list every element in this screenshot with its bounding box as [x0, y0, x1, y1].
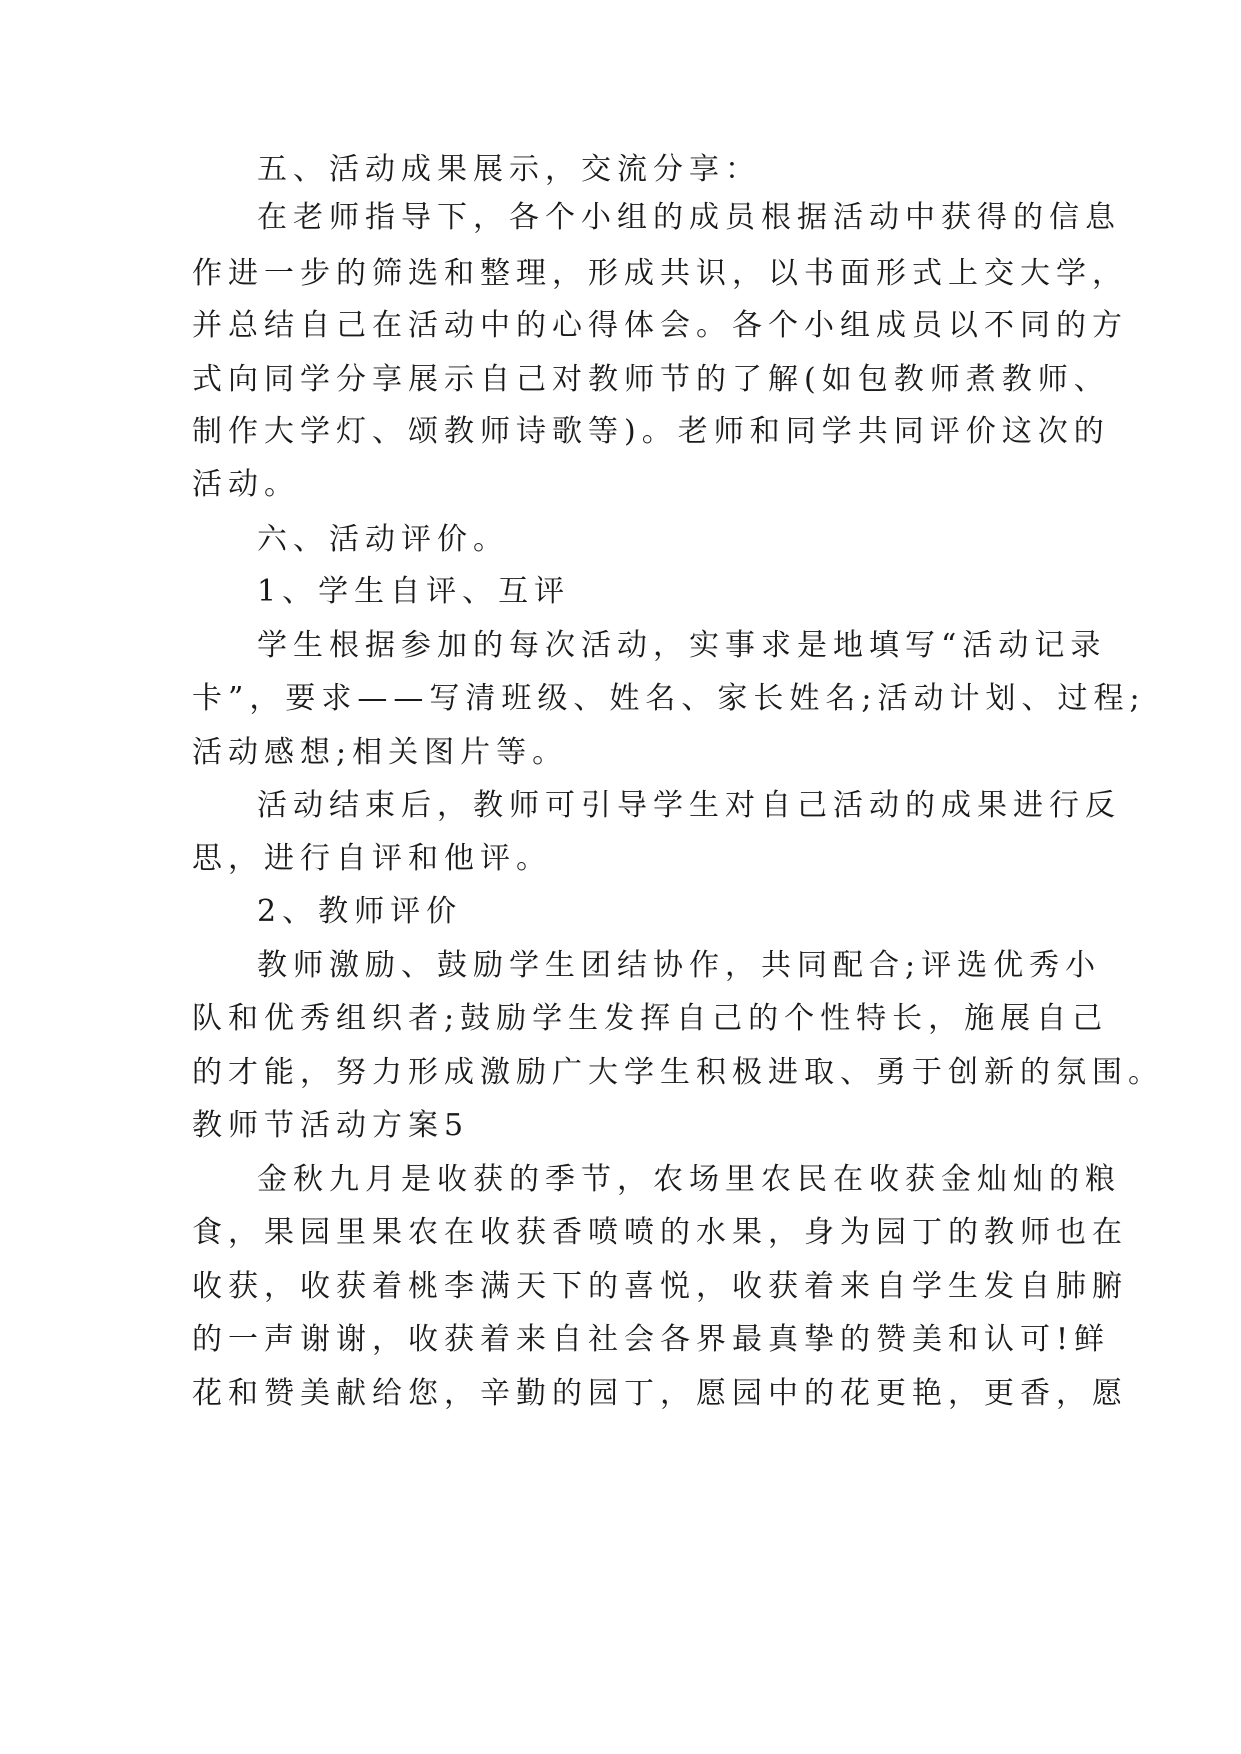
paragraph-line: 队和优秀组织者;鼓励学生发挥自己的个性特长，施展自己: [192, 1001, 1109, 1036]
paragraph-line: 思，进行自评和他评。: [192, 841, 552, 876]
paragraph-line: 学生根据参加的每次活动，实事求是地填写“活动记录: [257, 628, 1107, 663]
subheading-2: 2、教师评价: [257, 894, 463, 929]
paragraph-line: 制作大学灯、颂教师诗歌等)。老师和同学共同评价这次的: [192, 414, 1110, 449]
paragraph-line: 食，果园里果农在收获香喷喷的水果，身为园丁的教师也在: [192, 1215, 1128, 1250]
paragraph-line: 并总结自己在活动中的心得体会。各个小组成员以不同的方: [192, 308, 1128, 343]
section-heading-6: 六、活动评价。: [257, 522, 509, 557]
paragraph-line: 教师激励、鼓励学生团结协作，共同配合;评选优秀小: [257, 948, 1102, 983]
paragraph-line: 活动感想;相关图片等。: [192, 735, 569, 770]
paragraph-line: 的一声谢谢，收获着来自社会各界最真挚的赞美和认可!鲜: [192, 1322, 1111, 1357]
subheading-1: 1、学生自评、互评: [257, 574, 571, 609]
paragraph-line: 作进一步的筛选和整理，形成共识，以书面形式上交大学，: [192, 256, 1128, 291]
document-section-title: 教师节活动方案5: [192, 1108, 470, 1143]
paragraph-line: 活动。: [192, 467, 300, 502]
paragraph-line: 的才能，努力形成激励广大学生积极进取、勇于创新的氛围。: [192, 1055, 1164, 1090]
paragraph-line: 在老师指导下，各个小组的成员根据活动中获得的信息: [257, 200, 1121, 235]
section-heading-5: 五、活动成果展示，交流分享：: [257, 152, 761, 187]
paragraph-line: 活动结束后，教师可引导学生对自己活动的成果进行反: [257, 788, 1121, 823]
paragraph-line: 式向同学分享展示自己对教师节的了解(如包教师煮教师、: [192, 362, 1110, 397]
paragraph-line: 卡”，要求——写清班级、姓名、家长姓名;活动计划、过程;: [192, 681, 1146, 716]
paragraph-line: 金秋九月是收获的季节，农场里农民在收获金灿灿的粮: [257, 1162, 1121, 1197]
paragraph-line: 收获，收获着桃李满天下的喜悦，收获着来自学生发自肺腑: [192, 1269, 1128, 1304]
paragraph-line: 花和赞美献给您，辛勤的园丁，愿园中的花更艳，更香，愿: [192, 1376, 1128, 1411]
